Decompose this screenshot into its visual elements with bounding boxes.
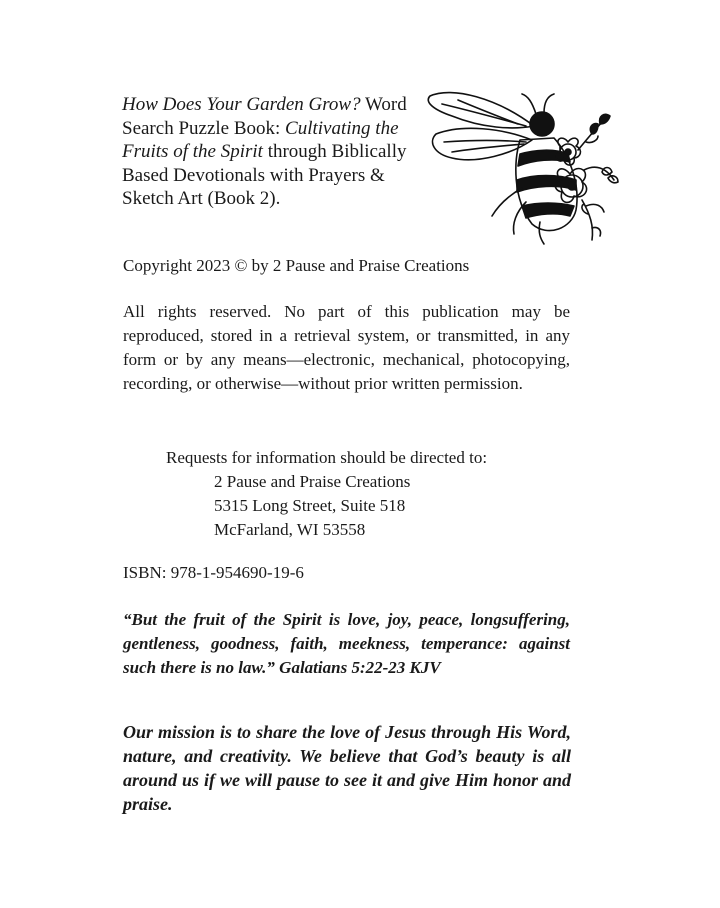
title-italic-3: Cultivating the Fruits of the Spirit <box>122 117 399 162</box>
address-city: McFarland, WI 53558 <box>214 520 366 539</box>
title-text-2: Word Search Puzzle Book: <box>122 94 407 139</box>
rights-reserved-paragraph: All rights reserved. No part of this publication may be reproduced, stored in a retrieval system, or transmitted, in any form or by any means—electronic, mechanical, photocopying, recording, or otherwise—without prior written permission. <box>123 302 570 393</box>
title-italic-1: How Does Your Garden Grow? <box>122 94 361 115</box>
title-text-4: through Biblically Based Devotionals with Prayers & Sketch Art (Book 2). <box>122 141 407 209</box>
isbn-number: ISBN: 978-1-954690-19-6 <box>123 563 304 582</box>
address-street: 5315 Long Street, Suite 518 <box>214 496 406 515</box>
copyright-notice: Copyright 2023 © by 2 Pause and Praise Creations <box>123 256 470 275</box>
scripture-verse: “But the fruit of the Spirit is love, joy, peace, longsuffering, gentleness, goodness, faith, meekness, temperance: against such there is no law.” Galatians 5:22-23 KJV <box>123 610 570 677</box>
requests-intro: Requests for information should be directed to: <box>166 448 488 467</box>
bee-with-flowers-icon <box>422 88 622 248</box>
contact-address <box>214 470 410 542</box>
mission-statement: Our mission is to share the love of Jesus through His Word, nature, and creativity. We believe that God’s beauty is all around us if we will pause to see it and give Him honor and praise. <box>123 722 571 814</box>
book-title <box>122 93 432 211</box>
address-name: 2 Pause and Praise Creations <box>214 472 411 491</box>
